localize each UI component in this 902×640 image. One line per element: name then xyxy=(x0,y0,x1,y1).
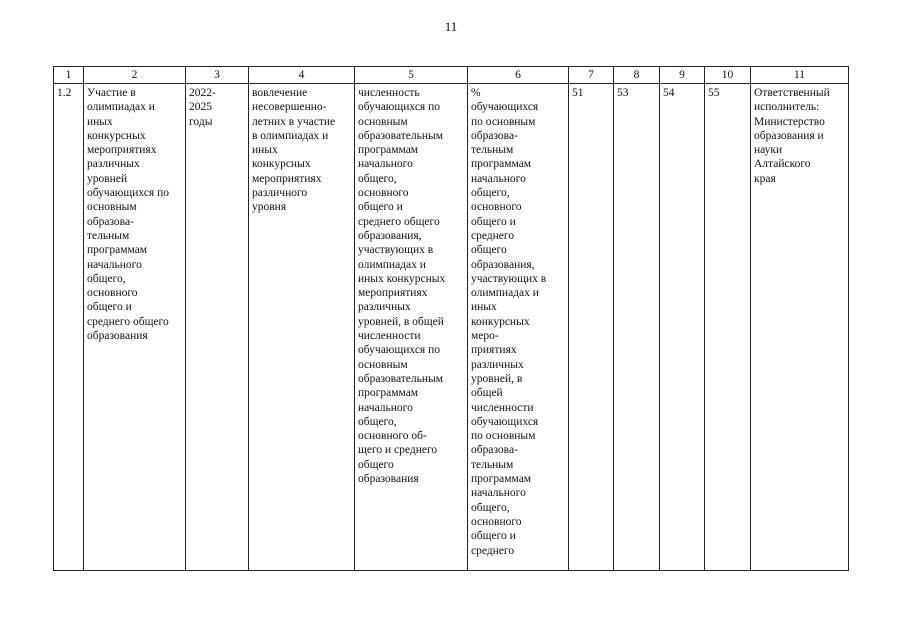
column-header: 2 xyxy=(84,67,186,84)
row-number-cell xyxy=(54,84,84,571)
value-7: 51 xyxy=(572,87,584,99)
value-cell-9 xyxy=(660,84,705,571)
value-cell-10 xyxy=(705,84,751,571)
value-10: 55 xyxy=(708,87,720,99)
unit-cell xyxy=(468,84,569,571)
column-header: 8 xyxy=(614,67,660,84)
period: 2022- 2025 годы xyxy=(189,87,216,128)
column-header: 3 xyxy=(186,67,249,84)
indicator-cell xyxy=(355,84,468,571)
value-cell-7 xyxy=(569,84,614,571)
responsible-cell xyxy=(751,84,849,571)
column-header: 9 xyxy=(660,67,705,84)
indicator-name: численность обучающихся по основным образовательным программам начального общего, основного общего и среднего общего образования, участвующих в олимпиадах и иных конкурсных мероприятиях различных уровней, в общей численности обучающихся по основным образовательным программам начального общего, основного об- щего и среднего общего образования xyxy=(358,87,446,486)
value-8: 53 xyxy=(617,87,629,99)
period-cell xyxy=(186,84,249,571)
header-row xyxy=(54,67,849,84)
column-header: 5 xyxy=(355,67,468,84)
value-9: 54 xyxy=(663,87,675,99)
event-name-cell xyxy=(84,84,186,571)
column-header: 6 xyxy=(468,67,569,84)
plan-table xyxy=(53,66,849,571)
table-row xyxy=(54,84,849,571)
value-cell-8 xyxy=(614,84,660,571)
column-header: 4 xyxy=(249,67,355,84)
result-cell xyxy=(249,84,355,571)
indicator-unit: % обучающихся по основным образова- тельным программам начального общего, основного общего и среднего общего образования, участвующих в олимпиадах и иных конкурсных меро- приятиях различных уровней, в общей численности обучающихся по основным образова- тельным программам начального общего, основного общего и среднего xyxy=(471,87,547,557)
column-header: 11 xyxy=(751,67,849,84)
column-header: 1 xyxy=(54,67,84,84)
column-header: 10 xyxy=(705,67,751,84)
page-number: 11 xyxy=(444,19,458,34)
column-header: 7 xyxy=(569,67,614,84)
expected-result: вовлечение несовершенно- летних в участие в олимпиадах и иных конкурсных мероприятиях различного уровня xyxy=(252,87,336,214)
responsible-executor: Ответственный исполнитель: Министерство образования и науки Алтайского края xyxy=(754,87,830,185)
event-name: Участие в олимпиадах и иных конкурсных мероприятиях различных уровней обучающихся по основным образова- тельным программам начального общего, основного общего и среднего общего образования xyxy=(87,87,169,343)
row-number: 1.2 xyxy=(57,87,72,99)
